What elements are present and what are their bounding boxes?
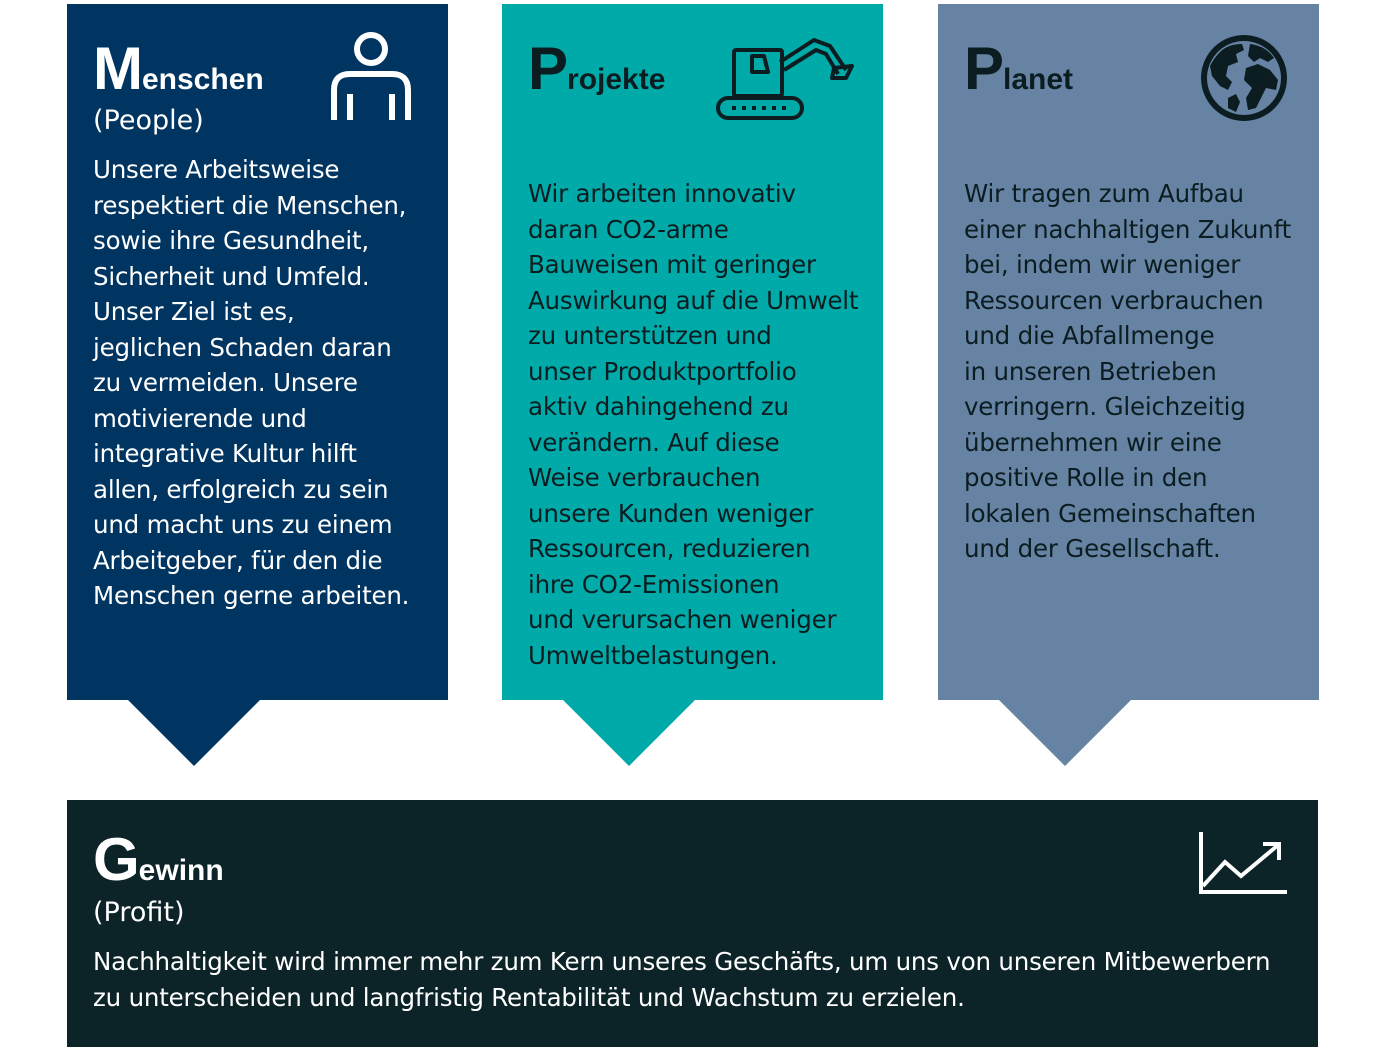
- planet-title-rest: lanet: [1003, 63, 1074, 96]
- people-title-initial: M: [93, 35, 142, 102]
- people-title: [93, 35, 264, 102]
- planet-card: [938, 4, 1319, 700]
- profit-subtitle: (Profit): [93, 897, 185, 928]
- people-subtitle: (People): [93, 105, 204, 136]
- people-title-rest: enschen: [141, 63, 264, 96]
- growth-chart-icon: [1197, 832, 1289, 900]
- projects-body: Wir arbeiten innovativ daran CO2-arme Bauweisen mit geringer Auswirkung auf die Umwelt zu unterstützen und unser Produktportfolio aktiv dahingehend zu verändern. Auf diese Weise verbrauchen unsere Kunden weniger Ressourcen, reduzieren ihre CO2-Emissionen und verursachen weniger Umweltbelastungen.: [528, 179, 859, 670]
- person-icon: [329, 32, 419, 128]
- projects-title-initial: P: [528, 35, 568, 102]
- people-card: [67, 4, 448, 700]
- profit-title-initial: G: [93, 826, 139, 893]
- projects-pointer: [563, 700, 695, 766]
- profit-panel: [67, 800, 1318, 1047]
- projects-title: [528, 35, 666, 102]
- excavator-icon: [714, 32, 856, 128]
- profit-body: Nachhaltigkeit wird immer mehr zum Kern unseres Geschäfts, um uns von unseren Mitbewerbern zu unterscheiden und langfristig Rentabilität und Wachstum zu erzielen.: [93, 947, 1271, 1012]
- planet-title-initial: P: [964, 35, 1004, 102]
- planet-pointer: [999, 700, 1131, 766]
- projects-card: [502, 4, 883, 700]
- people-pointer: [128, 700, 260, 766]
- planet-title: [964, 35, 1074, 102]
- projects-title-rest: rojekte: [567, 63, 666, 96]
- people-body: Unsere Arbeitsweise respektiert die Menschen, sowie ihre Gesundheit, Sicherheit und Umfeld. Unser Ziel ist es, jeglichen Schaden daran zu vermeiden. Unsere motivierende und integrative Kultur hilft allen, erfolgreich zu sein und macht uns zu einem Arbeitgeber, für den die Menschen gerne arbeiten.: [93, 155, 410, 610]
- planet-body: Wir tragen zum Aufbau einer nachhaltigen Zukunft bei, indem wir weniger Ressourcen verbrauchen und die Abfallmenge in unseren Betrieben verringern. Gleichzeitig übernehmen wir eine positive Rolle in den lokalen Gemeinschaften und der Gesellschaft.: [964, 179, 1291, 563]
- profit-title-rest: ewinn: [138, 854, 224, 887]
- profit-title: [93, 826, 224, 893]
- globe-icon: [1198, 32, 1290, 128]
